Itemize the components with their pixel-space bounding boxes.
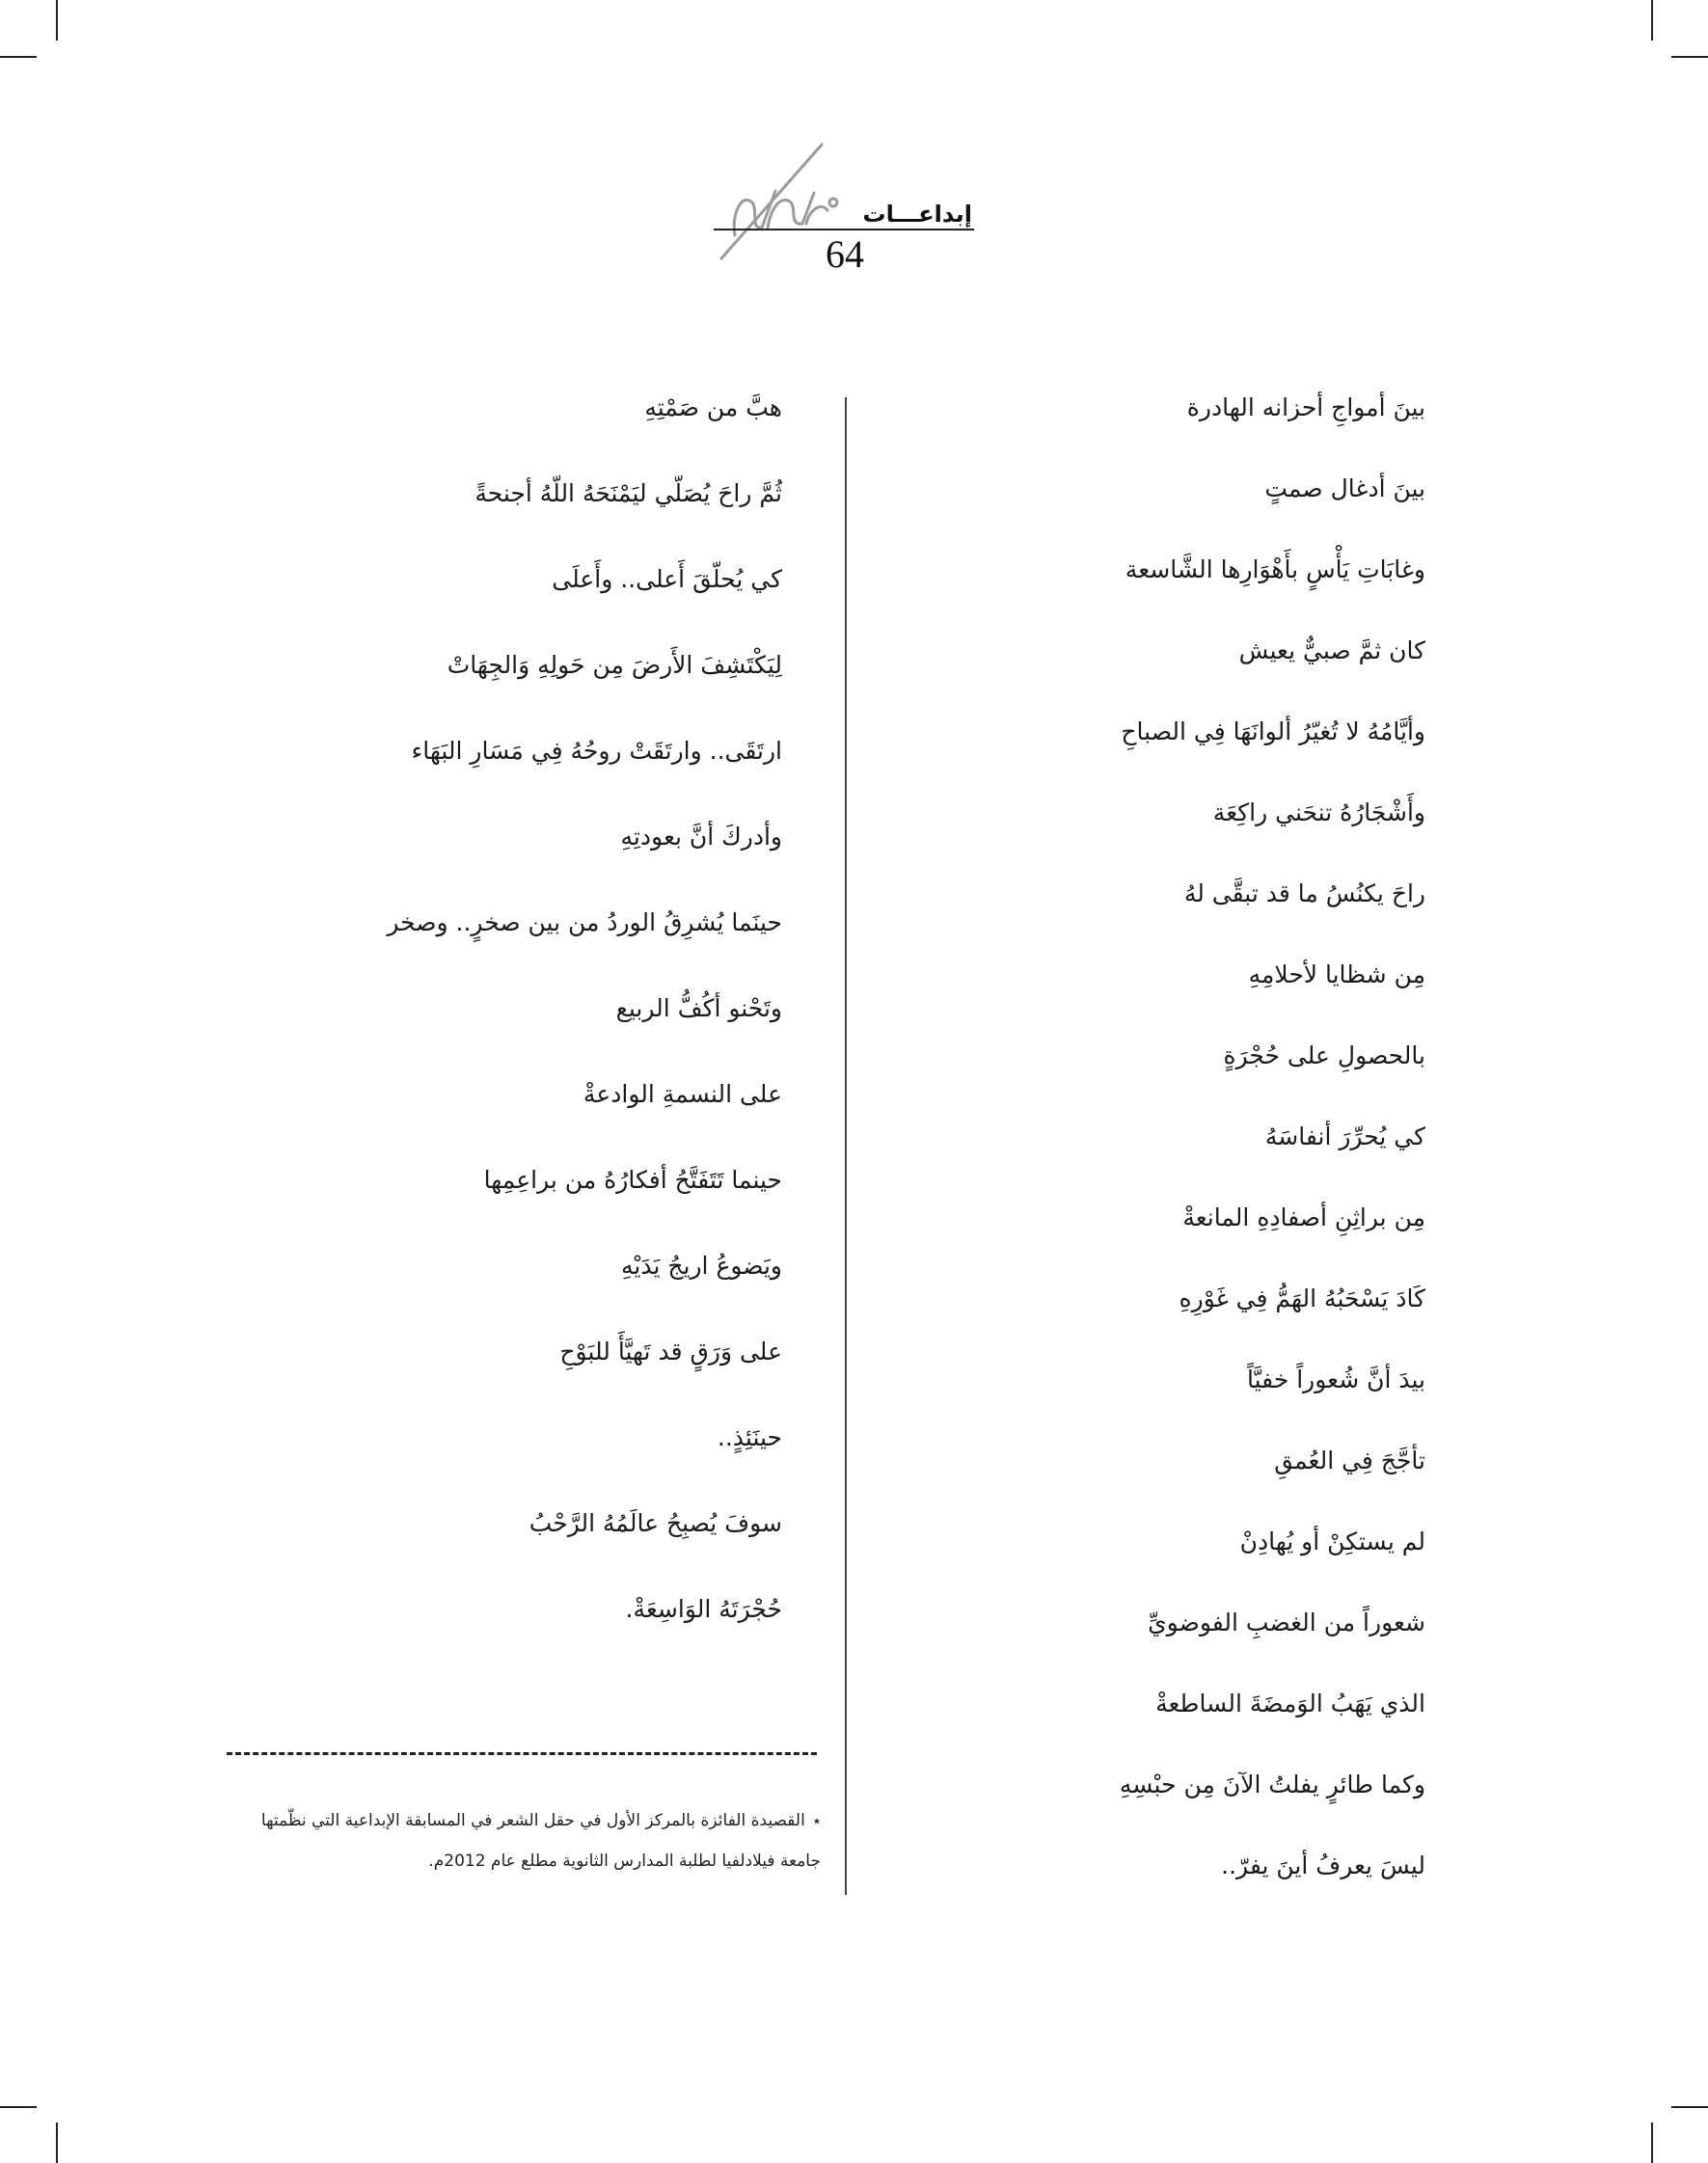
- footnote-separator: [227, 1752, 817, 1755]
- poem-line: كي يُحرِّرَ أنفاسَهُ: [1264, 1122, 1425, 1150]
- crop-mark: [1651, 2122, 1653, 2163]
- poem-line: مِن شظايا لأحلامِهِ: [1248, 960, 1425, 988]
- poem-line: حُجْرَتَهُ الوَاسِعَةْ.: [625, 1595, 782, 1623]
- poem-line: بينَ أمواجِ أحزانه الهادرة: [1186, 393, 1425, 421]
- poem-line: كان ثمَّ صبيٌّ يعيش: [1238, 636, 1425, 664]
- poem-line: وغابَاتِ يَأْسٍ بأَهْوَارِها الشَّاسعة: [1125, 555, 1425, 583]
- crop-mark: [1671, 56, 1708, 58]
- crop-mark: [0, 56, 37, 58]
- poem-right-column: [847, 393, 1425, 1917]
- poem-line: على النسمةِ الوادعةْ: [583, 1080, 782, 1108]
- poem-line: هبَّ من صَمْتِهِ: [644, 393, 782, 421]
- poem-line: حينَئِذٍ..: [717, 1423, 782, 1451]
- poem-line: وكما طائرٍ يفلتُ الآنَ مِن حبْسِهِ: [1119, 1771, 1425, 1798]
- poem-line: لم يستكِنْ أو يُهادِنْ: [1239, 1528, 1425, 1555]
- poem-line: راحَ يكنُسُ ما قد تبقَّى لهُ: [1183, 879, 1425, 907]
- footnote-line: [146, 1811, 821, 1830]
- poem-line: بالحصولِ على حُجْرَةٍ: [1223, 1041, 1425, 1069]
- column-divider: [845, 397, 847, 1895]
- poem-line: سوفَ يُصبِحُ عالَمُهُ الرَّحْبُ: [529, 1509, 782, 1537]
- page-header: [714, 135, 1003, 280]
- poem-line: ثُمَّ راحَ يُصَلّي ليَمْنَحَهُ اللّهُ أجنحةً: [474, 479, 782, 507]
- poem-line: بينَ أدغال صمتٍ: [1264, 474, 1425, 502]
- crop-mark: [1671, 2106, 1708, 2108]
- poem-line: الذي يَهَبُ الوَمضَةَ الساطعةْ: [1155, 1690, 1425, 1717]
- poem-line: ليسَ يعرفُ أينَ يفرّ..: [1221, 1852, 1425, 1879]
- footnote-marker: ٭: [812, 1812, 821, 1829]
- footnote: [146, 1811, 821, 1892]
- poem-line: وأَشْجَارُهُ تنحَني راكِعَة: [1212, 798, 1425, 826]
- poem-line: لِيَكْتَشِفَ الأَرضَ مِن حَولِهِ وَالجِهَاتْ: [447, 651, 782, 679]
- poem-line: كَادَ يَسْحَبُهُ الهَمُّ فِي غَوْرِهِ: [1179, 1284, 1425, 1312]
- poem-left-column: [165, 393, 782, 1695]
- poem-line: وتَحْنو أكُفُّ الربيع: [615, 994, 782, 1022]
- poem-line: ارتَقَى.. وارتَقَتْ روحُهُ فِي مَسَارِ البَهَاء: [411, 737, 782, 765]
- poem-line: وأدركَ أنَّ بعودتِهِ: [620, 823, 782, 851]
- poem-line: وأيَّامُهُ لا تُغيّرُ ألوانَهَا فِي الصباحِ: [1121, 717, 1425, 745]
- poem-line: حينما تَتَفَتَّحُ أفكارُهُ من براعِمِها: [483, 1166, 782, 1194]
- poem-line: على وَرَقٍ قد تَهيَّأَ للبَوْحِ: [559, 1338, 782, 1365]
- crop-mark: [56, 2122, 58, 2163]
- footnote-line: جامعة فيلادلفيا لطلبة المدارس الثانوية مطلع عام 2012م.: [428, 1852, 821, 1871]
- crop-mark: [0, 2106, 37, 2108]
- page-number: 64: [826, 232, 864, 276]
- header-rule: [714, 229, 974, 230]
- poem-line: حينَما يُشرِقُ الوردُ من بين صخرٍ.. وصخر: [387, 908, 782, 936]
- poem-line: مِن براثِنِ أصفادِهِ المانعةْ: [1182, 1203, 1425, 1231]
- crop-mark: [1651, 0, 1653, 41]
- footnote-text: القصيدة الفائزة بالمركز الأول في حقل الشعر في المسابقة الإبداعية التي نظّمتها: [260, 1811, 805, 1830]
- poem-line: تأجَّجَ فِي العُمقِ: [1274, 1447, 1425, 1474]
- poem-line: شعوراً من الغضبِ الفوضويِّ: [1148, 1609, 1425, 1636]
- poem-line: كي يُحلّقَ أَعلى.. وأَعلَى: [552, 565, 782, 593]
- section-title: إبداعـــات: [862, 201, 972, 228]
- crop-mark: [56, 0, 58, 41]
- poem-line: بيدَ أنَّ شُعوراً خفيَّاً: [1247, 1365, 1425, 1393]
- poem-line: ويَضوعُ اريجُ يَدَيْهِ: [621, 1252, 782, 1280]
